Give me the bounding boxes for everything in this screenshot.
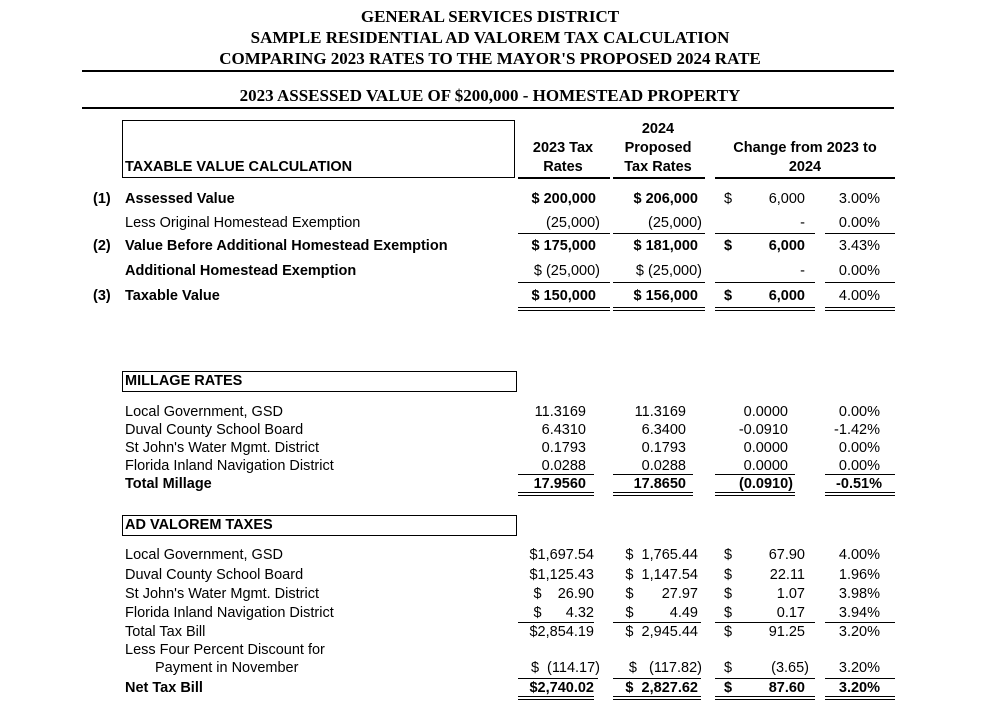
- subtotal-rule-2024: [613, 474, 693, 475]
- header-line-3: COMPARING 2023 RATES TO THE MAYOR'S PROPOSED 2024 RATE: [219, 49, 761, 68]
- subtotal-rule-change: [715, 678, 815, 679]
- change-value: -: [800, 215, 805, 231]
- value-2023: 0.1793: [541, 440, 586, 456]
- row-label: Additional Homestead Exemption: [125, 263, 357, 279]
- col-change-underline: [715, 177, 895, 179]
- value-2024: $ 156,000: [633, 288, 698, 304]
- change-dollar: $: [724, 660, 733, 676]
- value-2023: $ (25,000): [533, 263, 600, 279]
- total-double-rule: [613, 492, 693, 493]
- col-2024-underline: [613, 177, 705, 179]
- subtotal-rule-change: [715, 622, 815, 623]
- subtotal-rule-2024: [613, 622, 701, 623]
- total-double-rule: [825, 492, 895, 493]
- total-double-rule: [825, 699, 895, 700]
- row-number: (2): [93, 238, 111, 254]
- value-2023: $ 26.90: [533, 586, 594, 602]
- change-dollar: $: [724, 680, 733, 696]
- col-2024-line-2: Proposed: [624, 140, 692, 156]
- change-value: 0.0000: [743, 458, 788, 474]
- header-line-2: SAMPLE RESIDENTIAL AD VALOREM TAX CALCULATION: [250, 28, 730, 47]
- change-value: 6,000: [768, 191, 805, 207]
- change-value: (3.65): [771, 660, 809, 676]
- value-2024: 17.8650: [633, 476, 686, 492]
- total-double-rule: [825, 495, 895, 496]
- col-change-line-1: Change from 2023 to: [733, 140, 877, 156]
- change-value: 22.11: [769, 567, 805, 583]
- change-value: 0.0000: [743, 404, 788, 420]
- change-dollar: $: [724, 288, 733, 304]
- value-2024: (25,000): [647, 215, 702, 231]
- value-2023: $ 4.32: [533, 605, 594, 621]
- change-value: -0.0910: [738, 422, 788, 438]
- value-2023: 11.3169: [534, 404, 586, 420]
- value-2023: 17.9560: [533, 476, 586, 492]
- subtotal-rule-change: [715, 282, 815, 283]
- row-label: Total Tax Bill: [125, 624, 206, 640]
- change-value: 0.0000: [743, 440, 788, 456]
- total-double-rule: [715, 699, 815, 700]
- col-2023-underline: [518, 177, 610, 179]
- discount-label-line-2: Payment in November: [155, 660, 299, 676]
- change-percent: 4.00%: [838, 547, 880, 563]
- total-double-rule: [613, 495, 693, 496]
- change-percent: 0.00%: [838, 440, 880, 456]
- value-2024: 11.3169: [634, 404, 686, 420]
- row-label: Local Government, GSD: [125, 404, 283, 420]
- change-value: (0.0910): [738, 476, 793, 492]
- total-double-rule: [825, 307, 895, 308]
- value-2023: 6.4310: [541, 422, 586, 438]
- change-percent: 3.20%: [838, 680, 880, 696]
- change-value: 6,000: [768, 288, 805, 304]
- value-2023: $ 200,000: [531, 191, 596, 207]
- subtotal-rule-percent: [825, 233, 895, 234]
- change-dollar: $: [724, 624, 733, 640]
- millage-section-title: MILLAGE RATES: [125, 373, 243, 389]
- subtotal-rule-2023: [518, 233, 610, 234]
- total-double-rule: [715, 495, 795, 496]
- value-2024: $ 2,945.44: [625, 624, 698, 640]
- subtotal-rule-percent: [825, 678, 895, 679]
- subtotal-rule-2024: [613, 233, 705, 234]
- row-label: Duval County School Board: [125, 567, 304, 583]
- row-label: Total Millage: [125, 476, 212, 492]
- change-dollar: $: [724, 586, 733, 602]
- change-dollar: $: [724, 547, 733, 563]
- row-label: Less Original Homestead Exemption: [125, 215, 361, 231]
- total-double-rule: [715, 307, 815, 308]
- change-value: 0.17: [776, 605, 805, 621]
- total-double-rule: [613, 696, 701, 697]
- change-percent: 0.00%: [838, 404, 880, 420]
- total-double-rule: [613, 699, 701, 700]
- value-2023: $ 175,000: [531, 238, 596, 254]
- subtotal-rule-2023: [518, 622, 594, 623]
- change-percent: 4.00%: [838, 288, 880, 304]
- change-value: 91.25: [768, 624, 805, 640]
- subtotal-rule-percent: [825, 282, 895, 283]
- change-percent: 0.00%: [838, 458, 880, 474]
- value-2023: 0.0288: [541, 458, 586, 474]
- col-2023-line-2: Rates: [543, 159, 583, 175]
- row-label: Taxable Value: [125, 288, 220, 304]
- subtotal-rule-2023: [518, 282, 610, 283]
- change-percent: 3.20%: [838, 660, 880, 676]
- total-double-rule: [518, 310, 610, 311]
- value-2024: $ 27.97: [625, 586, 698, 602]
- total-double-rule: [518, 495, 594, 496]
- change-value: 6,000: [768, 238, 805, 254]
- subtotal-rule-percent: [825, 474, 895, 475]
- change-percent: 1.96%: [838, 567, 880, 583]
- total-double-rule: [518, 696, 594, 697]
- change-percent: 3.20%: [838, 624, 880, 640]
- subtotal-rule-2024: [613, 282, 705, 283]
- change-dollar: $: [724, 567, 733, 583]
- value-2023: $ (114.17): [530, 660, 600, 676]
- value-2023: $ 150,000: [531, 288, 596, 304]
- change-percent: 0.00%: [838, 215, 880, 231]
- subtotal-rule-percent: [825, 622, 895, 623]
- row-label: Local Government, GSD: [125, 547, 283, 563]
- subtotal-rule-change: [715, 474, 795, 475]
- col-2024-line-3: Tax Rates: [624, 159, 692, 175]
- row-label: St John's Water Mgmt. District: [125, 440, 319, 456]
- value-2024: 0.0288: [641, 458, 686, 474]
- row-number: (1): [93, 191, 111, 207]
- subtotal-rule-2023: [518, 678, 598, 679]
- col-change-line-2: 2024: [788, 159, 822, 175]
- value-2024: $ 181,000: [633, 238, 698, 254]
- total-double-rule: [518, 492, 594, 493]
- value-2024: $ 206,000: [633, 191, 698, 207]
- value-2024: $ 1,765.44: [625, 547, 698, 563]
- total-double-rule: [825, 696, 895, 697]
- value-2024: $ 1,147.54: [625, 567, 698, 583]
- adval-section-title: AD VALOREM TAXES: [125, 517, 273, 533]
- subtotal-rule-2024: [613, 678, 701, 679]
- value-2023: (25,000): [545, 215, 600, 231]
- header-rule: [82, 70, 894, 72]
- total-double-rule: [518, 307, 610, 308]
- row-label: Assessed Value: [125, 191, 235, 207]
- change-percent: 3.94%: [838, 605, 880, 621]
- value-2024: $ 4.49: [625, 605, 698, 621]
- value-2024: $ 2,827.62: [625, 680, 698, 696]
- total-double-rule: [825, 310, 895, 311]
- value-2023: $2,854.19: [529, 624, 594, 640]
- row-label: Value Before Additional Homestead Exemption: [125, 238, 448, 254]
- change-percent: -0.51%: [836, 476, 882, 492]
- row-number: (3): [93, 288, 111, 304]
- change-percent: 0.00%: [838, 263, 880, 279]
- change-percent: 3.00%: [838, 191, 880, 207]
- change-value: -: [800, 263, 805, 279]
- change-dollar: $: [724, 605, 733, 621]
- change-percent: -1.42%: [834, 422, 880, 438]
- value-2023: $1,125.43: [529, 567, 594, 583]
- header-line-1: GENERAL SERVICES DISTRICT: [360, 7, 620, 26]
- subtotal-rule-change: [715, 233, 815, 234]
- value-2024: $ (25,000): [635, 263, 702, 279]
- value-2024: 0.1793: [641, 440, 686, 456]
- row-label: Duval County School Board: [125, 422, 304, 438]
- row-label: Florida Inland Navigation District: [125, 605, 334, 621]
- value-2023: $1,697.54: [529, 547, 594, 563]
- change-percent: 3.98%: [838, 586, 880, 602]
- discount-label-line-1: Less Four Percent Discount for: [125, 642, 325, 658]
- total-double-rule: [715, 310, 815, 311]
- change-value: 87.60: [768, 680, 805, 696]
- total-double-rule: [518, 699, 594, 700]
- value-2024: 6.3400: [641, 422, 686, 438]
- value-2023: $2,740.02: [529, 680, 594, 696]
- change-percent: 3.43%: [838, 238, 880, 254]
- col-2024-line-1: 2024: [641, 121, 675, 137]
- row-label: St John's Water Mgmt. District: [125, 586, 319, 602]
- col-2023-line-1: 2023 Tax: [532, 140, 594, 156]
- subtotal-rule-2023: [518, 474, 594, 475]
- total-double-rule: [715, 696, 815, 697]
- change-dollar: $: [724, 238, 733, 254]
- value-2024: $ (117.82): [628, 660, 702, 676]
- header-subtitle: 2023 ASSESSED VALUE OF $200,000 - HOMESTEAD PROPERTY: [239, 86, 741, 105]
- subtitle-rule: [82, 107, 894, 109]
- change-value: 67.90: [768, 547, 805, 563]
- change-dollar: $: [724, 191, 733, 207]
- total-double-rule: [613, 310, 705, 311]
- total-double-rule: [715, 492, 795, 493]
- taxable-section-title: TAXABLE VALUE CALCULATION: [125, 159, 353, 175]
- change-value: 1.07: [776, 586, 805, 602]
- total-double-rule: [613, 307, 705, 308]
- row-label: Net Tax Bill: [125, 680, 203, 696]
- row-label: Florida Inland Navigation District: [125, 458, 334, 474]
